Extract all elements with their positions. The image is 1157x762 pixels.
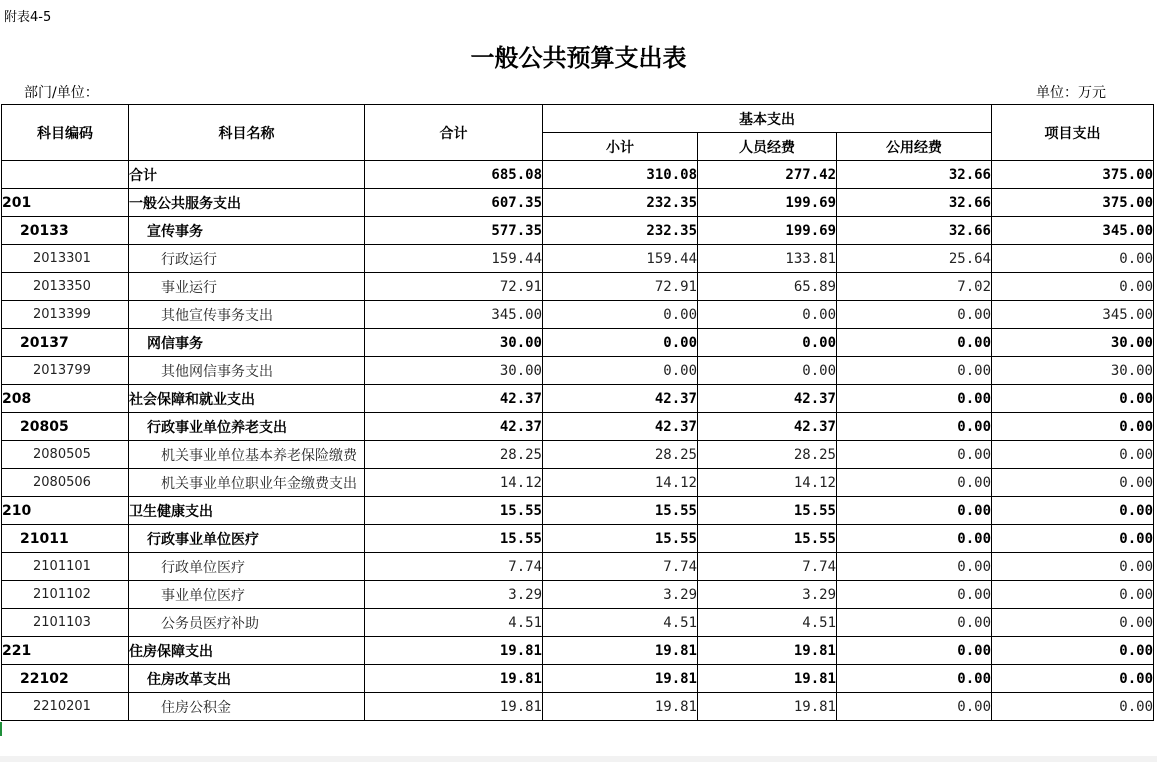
cell-subtotal[interactable]: 232.35 [543, 189, 698, 217]
cell-personnel[interactable]: 19.81 [698, 693, 837, 721]
cell-name[interactable]: 网信事务 [129, 329, 365, 357]
cell-personnel[interactable]: 65.89 [698, 273, 837, 301]
cell-project[interactable]: 0.00 [992, 665, 1154, 693]
cell-code[interactable]: 208 [2, 385, 129, 413]
cell-personnel[interactable]: 133.81 [698, 245, 837, 273]
cell-public[interactable]: 0.00 [837, 609, 992, 637]
cell-personnel[interactable]: 28.25 [698, 441, 837, 469]
cell-total[interactable]: 42.37 [365, 413, 543, 441]
cell-name[interactable]: 住房公积金 [129, 693, 365, 721]
cell-project[interactable]: 0.00 [992, 441, 1154, 469]
cell-project[interactable]: 0.00 [992, 525, 1154, 553]
cell-name[interactable]: 行政单位医疗 [129, 553, 365, 581]
cell-subtotal[interactable]: 19.81 [543, 693, 698, 721]
cell-subtotal[interactable]: 72.91 [543, 273, 698, 301]
cell-name[interactable]: 行政事业单位养老支出 [129, 413, 365, 441]
header-public: 公用经费 [837, 133, 992, 161]
table-row[interactable] [2, 385, 1154, 413]
header-name: 科目名称 [129, 105, 365, 161]
cell-name[interactable]: 公务员医疗补助 [129, 609, 365, 637]
table-row[interactable] [2, 245, 1154, 273]
cell-personnel[interactable]: 199.69 [698, 189, 837, 217]
cell-project[interactable]: 0.00 [992, 413, 1154, 441]
cell-public[interactable]: 0.00 [837, 525, 992, 553]
cell-name[interactable]: 行政运行 [129, 245, 365, 273]
cell-total[interactable]: 345.00 [365, 301, 543, 329]
cell-personnel[interactable]: 19.81 [698, 637, 837, 665]
cell-project[interactable]: 0.00 [992, 273, 1154, 301]
cell-total[interactable]: 19.81 [365, 665, 543, 693]
cell-name[interactable]: 其他网信事务支出 [129, 357, 365, 385]
page-title: 一般公共预算支出表 [470, 43, 687, 72]
cell-project[interactable]: 345.00 [992, 217, 1154, 245]
cell-public[interactable]: 0.00 [837, 637, 992, 665]
cell-name[interactable]: 合计 [129, 161, 365, 189]
cell-project[interactable]: 0.00 [992, 469, 1154, 497]
table-row[interactable] [2, 301, 1154, 329]
cell-total[interactable]: 159.44 [365, 245, 543, 273]
cell-subtotal[interactable]: 0.00 [543, 357, 698, 385]
table-body [2, 161, 1154, 721]
cell-public[interactable]: 0.00 [837, 301, 992, 329]
cell-name[interactable]: 行政事业单位医疗 [129, 525, 365, 553]
bottom-scrollbar[interactable] [0, 756, 1157, 762]
cell-name[interactable]: 事业单位医疗 [129, 581, 365, 609]
table-row[interactable] [2, 553, 1154, 581]
table-row[interactable] [2, 329, 1154, 357]
table-row[interactable] [2, 273, 1154, 301]
cell-name[interactable]: 住房改革支出 [129, 665, 365, 693]
cell-total[interactable]: 3.29 [365, 581, 543, 609]
cell-code[interactable]: 2013350 [2, 273, 129, 301]
cell-code[interactable]: 2101101 [2, 553, 129, 581]
cell-subtotal[interactable]: 42.37 [543, 413, 698, 441]
cell-personnel[interactable]: 199.69 [698, 217, 837, 245]
cell-total[interactable]: 19.81 [365, 637, 543, 665]
cell-subtotal[interactable]: 0.00 [543, 301, 698, 329]
cell-name[interactable]: 卫生健康支出 [129, 497, 365, 525]
cell-total[interactable]: 14.12 [365, 469, 543, 497]
cell-total[interactable]: 7.74 [365, 553, 543, 581]
cell-code[interactable]: 2080505 [2, 441, 129, 469]
cell-public[interactable]: 0.00 [837, 497, 992, 525]
cell-subtotal[interactable]: 232.35 [543, 217, 698, 245]
cell-code[interactable]: 20137 [2, 329, 129, 357]
cell-total[interactable]: 30.00 [365, 357, 543, 385]
cell-project[interactable]: 0.00 [992, 497, 1154, 525]
cell-public[interactable]: 0.00 [837, 469, 992, 497]
cell-name[interactable]: 住房保障支出 [129, 637, 365, 665]
cell-project[interactable]: 0.00 [992, 553, 1154, 581]
cell-subtotal[interactable]: 310.08 [543, 161, 698, 189]
header-subtotal: 小计 [543, 133, 698, 161]
cell-personnel[interactable]: 14.12 [698, 469, 837, 497]
cell-project[interactable]: 375.00 [992, 189, 1154, 217]
cell-code[interactable]: 2013799 [2, 357, 129, 385]
table-row[interactable] [2, 637, 1154, 665]
table-row[interactable] [2, 581, 1154, 609]
header-basic: 基本支出 [543, 105, 992, 133]
table-row[interactable] [2, 609, 1154, 637]
header-personnel: 人员经费 [698, 133, 837, 161]
cell-name[interactable]: 机关事业单位基本养老保险缴费 [129, 441, 365, 469]
cell-total[interactable]: 72.91 [365, 273, 543, 301]
cell-subtotal[interactable]: 7.74 [543, 553, 698, 581]
unit-label: 单位：万元 [1036, 85, 1106, 101]
table-row[interactable] [2, 469, 1154, 497]
table-row[interactable] [2, 497, 1154, 525]
cell-code[interactable]: 210 [2, 497, 129, 525]
cell-total[interactable]: 30.00 [365, 329, 543, 357]
cell-subtotal[interactable]: 3.29 [543, 581, 698, 609]
cell-code[interactable]: 2101102 [2, 581, 129, 609]
cell-code[interactable]: 20805 [2, 413, 129, 441]
cell-personnel[interactable]: 42.37 [698, 413, 837, 441]
cell-public[interactable]: 0.00 [837, 441, 992, 469]
cell-code[interactable]: 2210201 [2, 693, 129, 721]
table-row[interactable] [2, 665, 1154, 693]
cell-total[interactable]: 577.35 [365, 217, 543, 245]
table-row[interactable] [2, 525, 1154, 553]
cell-name[interactable]: 宣传事务 [129, 217, 365, 245]
cell-code[interactable]: 221 [2, 637, 129, 665]
cell-code[interactable]: 2013301 [2, 245, 129, 273]
cell-total[interactable]: 607.35 [365, 189, 543, 217]
cell-public[interactable]: 0.00 [837, 329, 992, 357]
cell-code[interactable]: 20133 [2, 217, 129, 245]
cell-public[interactable]: 32.66 [837, 161, 992, 189]
cell-subtotal[interactable]: 42.37 [543, 385, 698, 413]
cell-personnel[interactable]: 15.55 [698, 497, 837, 525]
cell-project[interactable]: 0.00 [992, 385, 1154, 413]
cell-personnel[interactable]: 42.37 [698, 385, 837, 413]
cell-personnel[interactable]: 15.55 [698, 525, 837, 553]
header-code: 科目编码 [2, 105, 129, 161]
cell-name[interactable]: 社会保障和就业支出 [129, 385, 365, 413]
cell-total[interactable]: 15.55 [365, 525, 543, 553]
cell-public[interactable]: 32.66 [837, 189, 992, 217]
appendix-label: 附表4-5 [4, 10, 52, 25]
cell-public[interactable]: 25.64 [837, 245, 992, 273]
cell-project[interactable]: 30.00 [992, 329, 1154, 357]
cell-code[interactable]: 2101103 [2, 609, 129, 637]
cell-name[interactable]: 机关事业单位职业年金缴费支出 [129, 469, 365, 497]
cell-name[interactable]: 事业运行 [129, 273, 365, 301]
cell-subtotal[interactable]: 19.81 [543, 637, 698, 665]
table-row[interactable] [2, 441, 1154, 469]
cell-public[interactable]: 0.00 [837, 357, 992, 385]
cell-code[interactable]: 21011 [2, 525, 129, 553]
cell-subtotal[interactable]: 15.55 [543, 525, 698, 553]
cell-public[interactable]: 0.00 [837, 581, 992, 609]
cell-personnel[interactable]: 7.74 [698, 553, 837, 581]
cell-total[interactable]: 4.51 [365, 609, 543, 637]
cell-code[interactable]: 201 [2, 189, 129, 217]
cell-project[interactable]: 30.00 [992, 357, 1154, 385]
header-project: 项目支出 [992, 105, 1154, 161]
cell-subtotal[interactable]: 159.44 [543, 245, 698, 273]
cell-total[interactable]: 28.25 [365, 441, 543, 469]
cell-public[interactable]: 0.00 [837, 665, 992, 693]
cell-public[interactable]: 7.02 [837, 273, 992, 301]
cell-project[interactable]: 0.00 [992, 581, 1154, 609]
cell-total[interactable]: 19.81 [365, 693, 543, 721]
cell-subtotal[interactable]: 15.55 [543, 497, 698, 525]
cell-project[interactable]: 345.00 [992, 301, 1154, 329]
cell-public[interactable]: 0.00 [837, 413, 992, 441]
cell-personnel[interactable]: 19.81 [698, 665, 837, 693]
cell-code[interactable] [2, 161, 129, 189]
table-row[interactable] [2, 161, 1154, 189]
cell-subtotal[interactable]: 19.81 [543, 665, 698, 693]
cell-code[interactable]: 22102 [2, 665, 129, 693]
cell-project[interactable]: 0.00 [992, 609, 1154, 637]
cell-project[interactable]: 0.00 [992, 637, 1154, 665]
table-row[interactable] [2, 693, 1154, 721]
cell-personnel[interactable]: 3.29 [698, 581, 837, 609]
cell-project[interactable]: 0.00 [992, 245, 1154, 273]
budget-table [1, 104, 1154, 721]
cell-subtotal[interactable]: 4.51 [543, 609, 698, 637]
cell-project[interactable]: 0.00 [992, 693, 1154, 721]
table-row[interactable] [2, 357, 1154, 385]
table-row[interactable] [2, 413, 1154, 441]
cell-total[interactable]: 15.55 [365, 497, 543, 525]
cell-subtotal[interactable]: 0.00 [543, 329, 698, 357]
department-label: 部门/单位： [24, 85, 99, 101]
cell-code[interactable]: 2080506 [2, 469, 129, 497]
cell-public[interactable]: 0.00 [837, 693, 992, 721]
cell-personnel[interactable]: 277.42 [698, 161, 837, 189]
cell-subtotal[interactable]: 28.25 [543, 441, 698, 469]
cell-code[interactable]: 2013399 [2, 301, 129, 329]
cell-name[interactable]: 其他宣传事务支出 [129, 301, 365, 329]
cell-cursor-mark [0, 722, 2, 736]
cell-personnel[interactable]: 0.00 [698, 329, 837, 357]
cell-name[interactable]: 一般公共服务支出 [129, 189, 365, 217]
cell-public[interactable]: 32.66 [837, 217, 992, 245]
table-row[interactable] [2, 217, 1154, 245]
header-total: 合计 [365, 105, 543, 161]
cell-subtotal[interactable]: 14.12 [543, 469, 698, 497]
cell-personnel[interactable]: 0.00 [698, 357, 837, 385]
cell-personnel[interactable]: 4.51 [698, 609, 837, 637]
table-row[interactable] [2, 189, 1154, 217]
cell-personnel[interactable]: 0.00 [698, 301, 837, 329]
cell-project[interactable]: 375.00 [992, 161, 1154, 189]
cell-public[interactable]: 0.00 [837, 385, 992, 413]
cell-public[interactable]: 0.00 [837, 553, 992, 581]
cell-total[interactable]: 42.37 [365, 385, 543, 413]
cell-total[interactable]: 685.08 [365, 161, 543, 189]
